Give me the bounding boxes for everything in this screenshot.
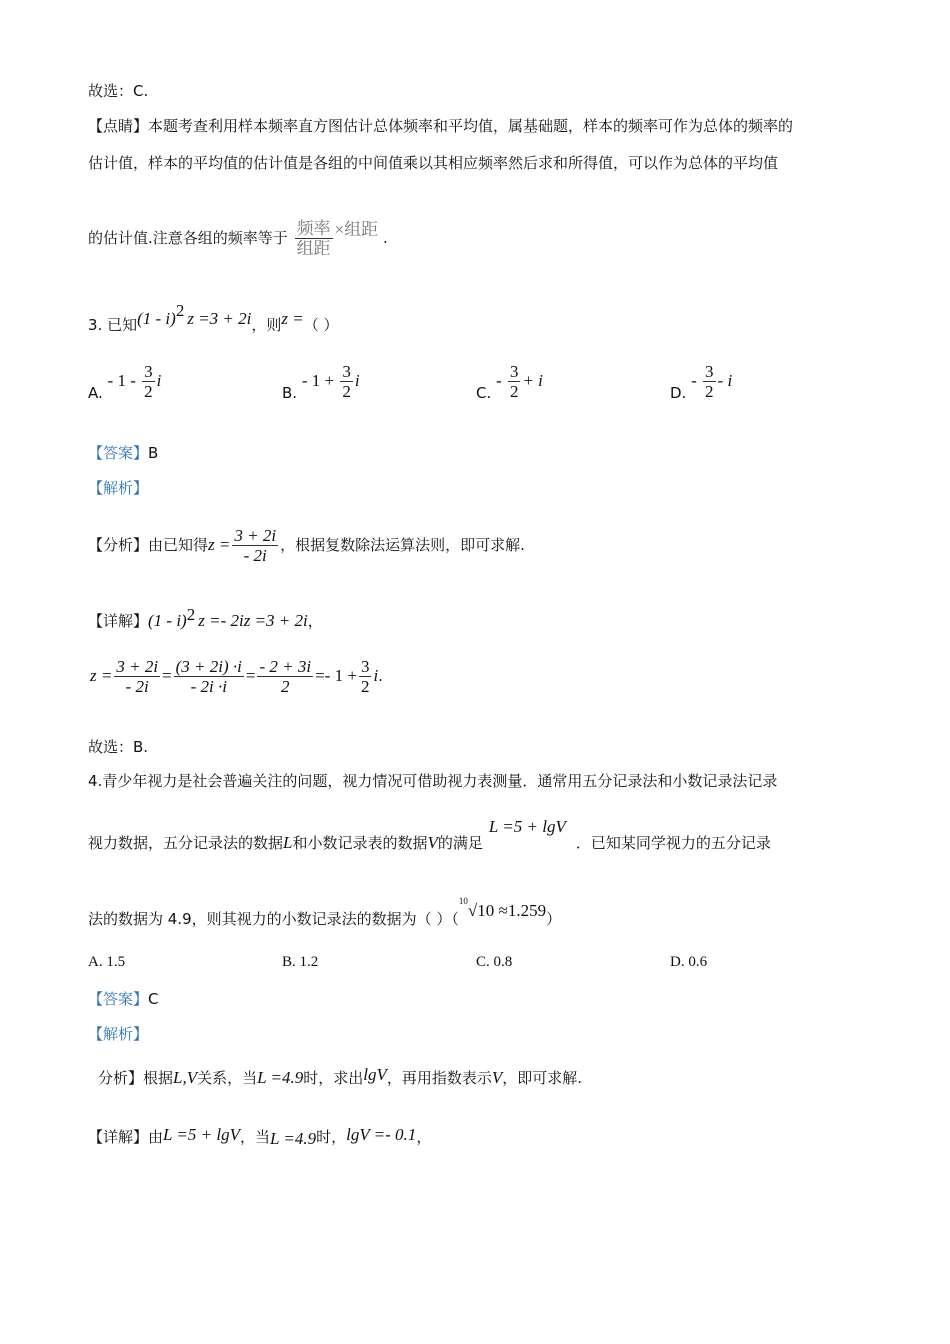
frac-den: 2 [360,677,370,696]
option-a [88,362,161,401]
option-label: C. [476,384,492,402]
option-pre: - 1 + [301,371,339,390]
frac-num: 3 [360,657,370,676]
equals: = [245,666,256,685]
stem-formula-2: z =3 + 2i [187,309,252,328]
calc-frac-1 [114,657,160,696]
equals: = [162,666,172,685]
option-post: i [156,371,162,390]
option-c: C. 0.8 [476,954,513,970]
times-group-width: ×组距 [334,220,379,239]
calc-frac-2 [174,657,244,696]
q4-detail [88,1126,431,1148]
question-number: 4. [88,772,103,790]
frac-den: 组距 [296,239,331,258]
stem-text: 已知 [107,316,138,334]
fenxi-text: 关系，当 [197,1069,258,1087]
frac-den: - 2i [125,677,149,696]
detail-formula: lgV =- 0.1 [346,1125,417,1144]
frac-den: - 2i ·i [190,677,227,696]
detail-formula: L =4.9 [269,1129,317,1148]
fenxi-text: ，再用指数表示 [386,1069,492,1087]
fenxi-formula: V [491,1068,503,1087]
q3-fenxi [88,522,525,568]
q4-fenxi [98,1067,582,1089]
option-d: D. 0.6 [670,954,708,970]
stem-formula: L =5 + lgV [488,817,566,836]
stem-text: ） [546,910,562,928]
fenxi-formula: L,V [173,1068,198,1087]
q4-stem-line2 [88,817,771,854]
option-pre: - [691,371,702,390]
fenxi-text: 时，求出 [303,1069,364,1087]
calc-i: i [373,666,379,685]
stem-text: ．已知某同学视力的五分记录 [575,834,771,852]
period: . [378,667,383,685]
root-index: 10 [458,896,468,906]
q4-stem-line3 [88,896,562,930]
comment-text: 的估计值.注意各组的频率等于 [88,229,288,247]
q3-answer [88,442,158,464]
question-number: 3. [88,316,103,334]
option-post: + i [522,371,543,390]
q4-stem-line1 [88,770,777,792]
option-post: i [354,371,360,390]
root-formula: √10 ≈1.259 [467,901,547,920]
frac-num: 3 + 2i [234,526,277,545]
calc-frac-3 [257,657,313,696]
detail-formula: (1 - i) [148,611,187,630]
stem-text: 法的数据为 4.9，则其视力的小数记录法的数据为（ ）（ [88,910,459,928]
fenxi-text: 分析】根据 [98,1069,174,1087]
fenxi-text: 【分析】由已知得 [88,536,209,554]
q3-detail: 【详解】(1 - i)$^2$ z =- 2iz =3 + 2i， [88,605,323,630]
stem-text: 视力数据，五分记录法的数据 [88,834,284,852]
detail-formula-2: z =- 2iz =3 + 2i [198,611,308,630]
q3-choice: 故选：B. [88,738,149,756]
detail-text: ， [416,1128,432,1146]
stem-z: z = [281,309,304,328]
stem-text: 的满足 [437,834,483,852]
q2-comment-line1: 【点睛】本题考查利用样本频率直方图估计总体频率和平均值，属基础题，样本的频率可作为总体的频率的 [88,117,794,135]
detail-formula: L =5 + lgV [163,1125,240,1144]
answer-value: B [148,444,159,462]
detail-text: 【详解】由 [88,1128,164,1146]
frac-den: 2 [705,382,714,401]
period: . [382,229,388,247]
option-frac [142,362,155,401]
q2-choice: 故选：C. [88,82,149,100]
frac-den: 2 [509,382,519,401]
frac-num: 频率 [296,219,331,238]
option-pre: - 1 - [107,371,141,390]
option-b: B. 1.2 [282,954,319,970]
option-a: A. 1.5 [88,954,126,970]
frac-den: 2 [342,382,351,401]
option-frac [340,362,353,401]
var-V: V [427,833,438,852]
var-L: L [283,833,293,852]
stem-paren: （ ） [303,316,339,334]
q2-comment-line3 [88,218,388,258]
frac-den: - 2i [243,546,267,565]
q2-comment-line2: 估计值，样本的平均值的估计值是各组的中间值乘以其相应频率然后求和所得值，可以作为总体的平均值 [88,154,779,172]
q4-answer [88,988,159,1010]
frac-den: 2 [144,382,153,401]
frac-den: 2 [281,677,290,696]
frac-num: 3 [144,362,153,381]
fenxi-text: ，根据复数除法运算法则，即可求解. [280,536,525,554]
option-b [282,362,360,401]
option-d [670,362,732,401]
option-pre: - [496,371,506,390]
option-post: - i [717,371,733,390]
frac-num: - 2 + 3i [259,657,312,676]
fenxi-text: ，即可求解. [502,1069,583,1087]
stem-text: 青少年视力是社会普遍关注的问题，视力情况可借助视力表测量．通常用五分记录法和小数记录法记录 [102,772,778,790]
frac-num: (3 + 2i) ·i [175,657,242,676]
q3-analysis-tag: 【解析】 [88,479,149,497]
answer-tag: 【答案】 [88,444,149,462]
q4-analysis-tag: 【解析】 [88,1025,149,1043]
comma: ， [307,612,323,630]
frac-num: 3 [509,362,519,381]
stem-text: ，则 [251,316,282,334]
answer-tag: 【答案】 [88,990,149,1008]
option-label: D. [670,384,687,402]
fenxi-z: z = [208,535,231,554]
stem-formula: (1 - i) [137,309,176,328]
calc-result-frac [359,657,372,696]
stem-text: 和小数记录表的数据 [292,834,428,852]
option-frac [703,362,716,401]
detail-text: ，当 [239,1128,270,1146]
answer-value: C [148,990,159,1008]
option-frac [508,362,521,401]
detail-tag: 【详解】 [88,612,149,630]
frequency-fraction [295,219,333,258]
fenxi-formula: L =4.9 [257,1068,304,1087]
calc-result: =- 1 + [315,666,357,685]
option-label: A. [88,384,103,402]
frac-num: 3 [705,362,714,381]
calc-z: z = [90,666,113,685]
fenxi-frac [232,526,278,565]
frac-num: 3 [342,362,351,381]
q3-calculation [90,653,383,699]
detail-text: 时， [316,1128,347,1146]
fenxi-formula: lgV [363,1065,387,1084]
option-label: B. [282,384,298,402]
q3-stem: 3. 已知(1 - i)$^2$ z =3 + 2i，则z =（ ） [88,301,339,334]
option-c [476,362,543,401]
frac-num: 3 + 2i [116,657,159,676]
